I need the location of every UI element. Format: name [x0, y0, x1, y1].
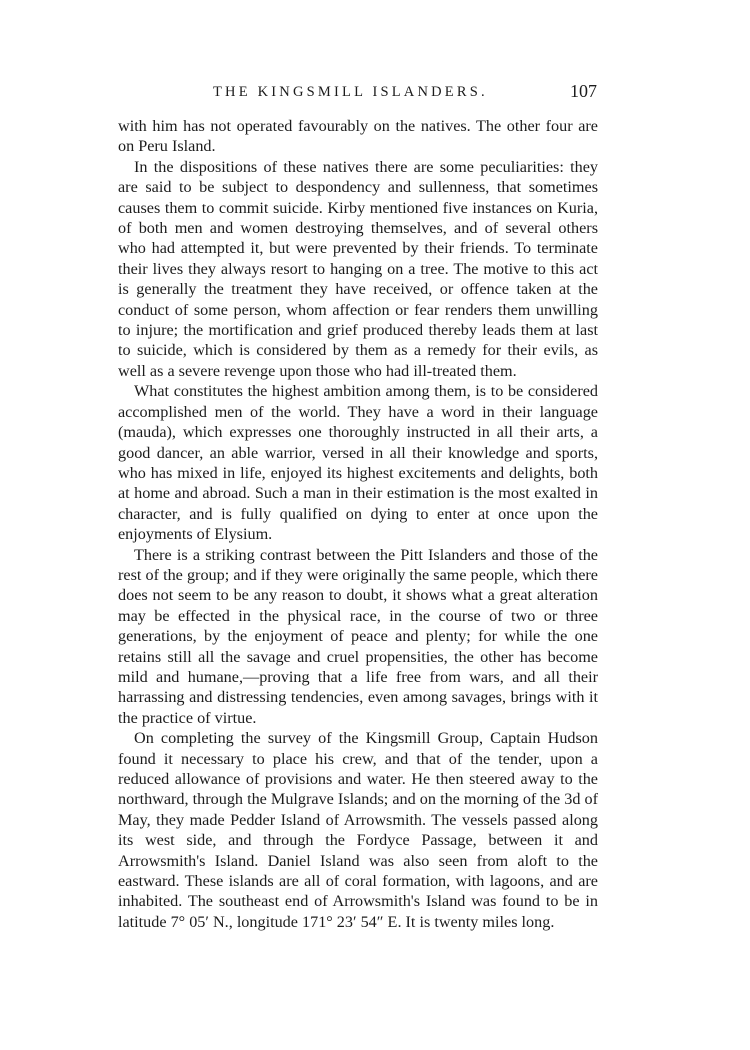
paragraph-continuation: with him has not operated favourably on the natives. The other four are on Peru Island. — [118, 117, 598, 156]
body-text — [118, 116, 598, 932]
running-title: THE KINGSMILL ISLANDERS. — [213, 84, 488, 100]
paragraph-ambition: What constitutes the highest ambition among them, is to be considered accomplished men of the world. They have a word in their language (mauda), which expresses one thoroughly instructed in all their arts, a good dancer, an able warrior, versed in all their knowledge and sports, who has mixed in life, enjoyed its highest excitements and delights, both at home and abroad. Such a man in their estimation is the most exalted in character, and is fully qualified on dying to enter at once upon the enjoyments of Elysium. — [118, 382, 598, 544]
paragraph-contrast: There is a striking contrast between the Pitt Islanders and those of the rest of the group; and if they were originally the same people, which there does not seem to be any reason to doubt, it shows what a great alteration may be effected in the physical race, in the course of two or three generations, by the enjoyment of peace and plenty; for while the one retains still all the savage and cruel propensities, the other has become mild and humane,—proving that a life free from wars, and all their harrassing and distressing tendencies, even among savages, brings with it the practice of virtue. — [118, 545, 598, 727]
page-number: 107 — [570, 81, 597, 101]
running-head — [118, 80, 598, 104]
paragraph-suicide: In the dispositions of these natives there are some peculiarities: they are said to be subject to despondency and sullenness, that sometimes causes them to commit suicide. Kirby mentioned five instances on Kuria, of both men and women destroying themselves, and of several others who had attempted it, but were prevented by their friends. To terminate their lives they always resort to hanging on a tree. The motive to this act is generally the treatment they have received, or offence taken at the conduct of some person, whom affection or fear renders them unwilling to injure; the mortification and grief produced thereby leads them at last to suicide, which is considered by them as a remedy for their evils, as well as a severe revenge upon those who had ill-treated them. — [118, 157, 598, 380]
paragraph-survey: On completing the survey of the Kingsmill Group, Captain Hudson found it necessary to place his crew, and that of the tender, upon a reduced allowance of provisions and water. He then steered away to the northward, through the Mulgrave Islands; and on the morning of the 3d of May, they made Pedder Island of Arrowsmith. The vessels passed along its west side, and through the Fordyce Passage, between it and Arrowsmith's Island. Daniel Island was also seen from aloft to the eastward. These islands are all of coral formation, with lagoons, and are inhabited. The southeast end of Arrowsmith's Island was found to be in latitude 7° 05′ N., longitude 171° 23′ 54″ E. It is twenty miles long. — [118, 729, 598, 931]
